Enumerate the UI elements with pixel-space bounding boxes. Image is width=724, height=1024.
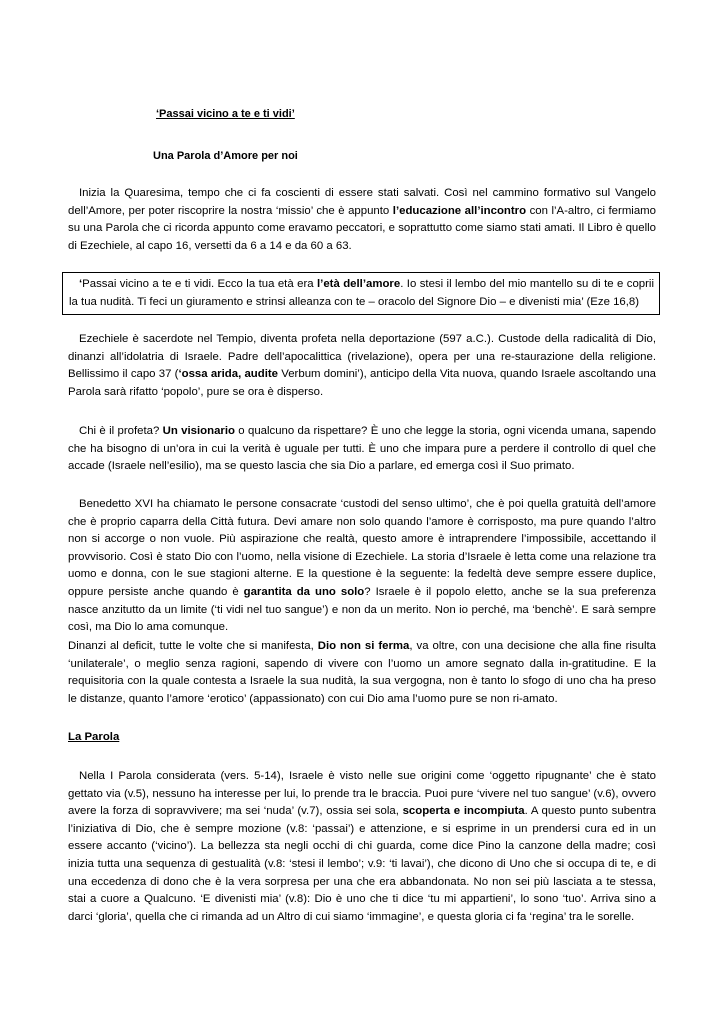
paragraph-intro: Inizia la Quaresima, tempo che ci fa coscienti di essere stati salvati. Così nel cammino formativo sul Vangelo dell’Amore, per poter riscoprire la nostra ‘missio’ che è appunto l’educazione all’incontro con l’A-altro, ci fermiamo su una Parola che ci ricorda appunto come eravamo peccatori, e soprattutto come siamo stati amati. Il Libro è quello di Ezechiele, al capo 16, versetti da 6 a 14 e da 60 a 63. xyxy=(68,187,656,252)
emphasis: l’età dell’amore xyxy=(317,278,401,290)
document-subtitle: Una Parola d’Amore per noi xyxy=(153,150,298,162)
section-heading: La Parola xyxy=(68,731,120,743)
scripture-quote-box: ‘Passai vicino a te e ti vidi. Ecco la tua età era l’età dell’amore. Io stesi il lembo del mio mantello su di te e coprii la tua nudità. Ti feci un giuramento e strinsi alleanza con te – oracolo del Signore Dio – e divenisti mia’ (Eze 16,8) xyxy=(62,272,660,315)
emphasis: garantita da uno solo xyxy=(243,585,365,598)
emphasis: scoperta e incompiuta xyxy=(402,805,525,818)
emphasis: Dio non si ferma xyxy=(317,640,410,652)
paragraph-ezechiele: Ezechiele è sacerdote nel Tempio, diventa profeta nella deportazione (597 a.C.). Custode della radicalità di Dio, dinanzi all’idolatria di Israele. Padre dell’apocalittica (rivelazione), opera per una re-staurazione della religione. Bellissimo il capo 37 (‘ossa arida, audite Verbum domini’), anticipo della Vita nuova, quando Israele ascoltando una Parola sarà rifatto ‘popolo’, pure se ora è disperso. xyxy=(68,333,656,398)
emphasis: l’educazione all’incontro xyxy=(392,204,527,217)
emphasis: Un visionario xyxy=(162,425,235,437)
paragraph-profeta: Chi è il profeta? Un visionario o qualcuno da rispettare? È uno che legge la storia, ogni vicenda umana, sapendo che ha bisogno di un’ora in cui la verità è uguale per tutti. È uno che impara pure a perdere il controllo di quel che accade (Israele nell’esilio), ma se questo lascia che sia Dio a parlare, ed emerga così il Suo primato. xyxy=(68,425,656,473)
paragraph-deficit: Dinanzi al deficit, tutte le volte che si manifesta, Dio non si ferma, va oltre, con una decisione che alla fine risulta ‘unilaterale’, o meglio senza ragioni, sapendo di vivere con l’uomo un amore segnato dalla in-gratitudine. E la requisitoria con la quale contesta a Israele la sua nudità, la sua vergogna, non è tanto lo sfogo di uno cha ha preso le distanze, quanto l’amore ‘erotico’ (appassionato) con cui Dio ama l’uomo pure se non ri-amato. xyxy=(68,640,656,705)
document-title: ‘Passai vicino a te e ti vidi’ xyxy=(156,108,295,120)
paragraph-la-parola: Nella I Parola considerata (vers. 5-14), Israele è visto nelle sue origini come ‘oggetto ripugnante’ che è stato gettato via (v.5), nessuno ha interesse per lui, lo prende tra le braccia. Puoi pure ‘vivere nel tuo sangue’ (v.6), ovvero avere la forza di sopravvivere; ma sei ‘nuda’ (v.7), ossia sei sola, scoperta e incompiuta. A questo punto subentra l’iniziativa di Dio, che è sempre mozione (v.8: ‘passai’) e attenzione, e si esprime in un prendersi cura ed in un essere accanto (‘vicino’). La bellezza sta negli occhi di chi guarda, come dice Pino la canzone della madre; così inizia tutta una sequenza di gestualità (v.8: ‘stesi il lembo’; v.9: ‘ti lavai’), che dicono di Uno che si occupa di te, e di una eccedenza di dono che è la vera sorpresa per una che era abbandonata. No non sei più lasciata a te stessa, stai a cuore a Qualcuno. ‘E divenisti mia’ (v.8): Dio è uno che ti dice ‘tu mi appartieni’, lo sono ‘tuo’. Arriva sino a darci ‘gloria’, quella che ci rimanda ad un Altro di cui siamo ‘immagine’, e questa gloria ci fa ‘regina’ tra le sorelle. xyxy=(68,770,657,923)
paragraph-benedetto: Benedetto XVI ha chiamato le persone consacrate ‘custodi del senso ultimo’, che è poi quella gratuità dell’amore che è proprio caparra della Città futura. Devi amare non solo quando l’amore è corrisposto, ma pure quando l’altro non si accorge o non vuole. Più aspirazione che realtà, questo amore è intraprendere l’impossibile, accettando il provvisorio. Così è stato Dio con l’uomo, nella visione di Ezechiele. La storia d’Israele è letta come una relazione tra uomo e donna, con le sue stagioni alterne. E la questione è la seguente: la fedeltà deve sempre essere duplice, oppure persiste anche quando è garantita da uno solo? Israele è il popolo eletto, anche se la sua preferenza nasce anzitutto da un limite (‘ti vidi nel tuo sangue’) e non da un merito. Non io perché, ma ‘benchè’. E sarà sempre così, ma Dio lo ama comunque. xyxy=(68,498,656,634)
emphasis: ‘ossa arida, audite xyxy=(178,368,279,381)
